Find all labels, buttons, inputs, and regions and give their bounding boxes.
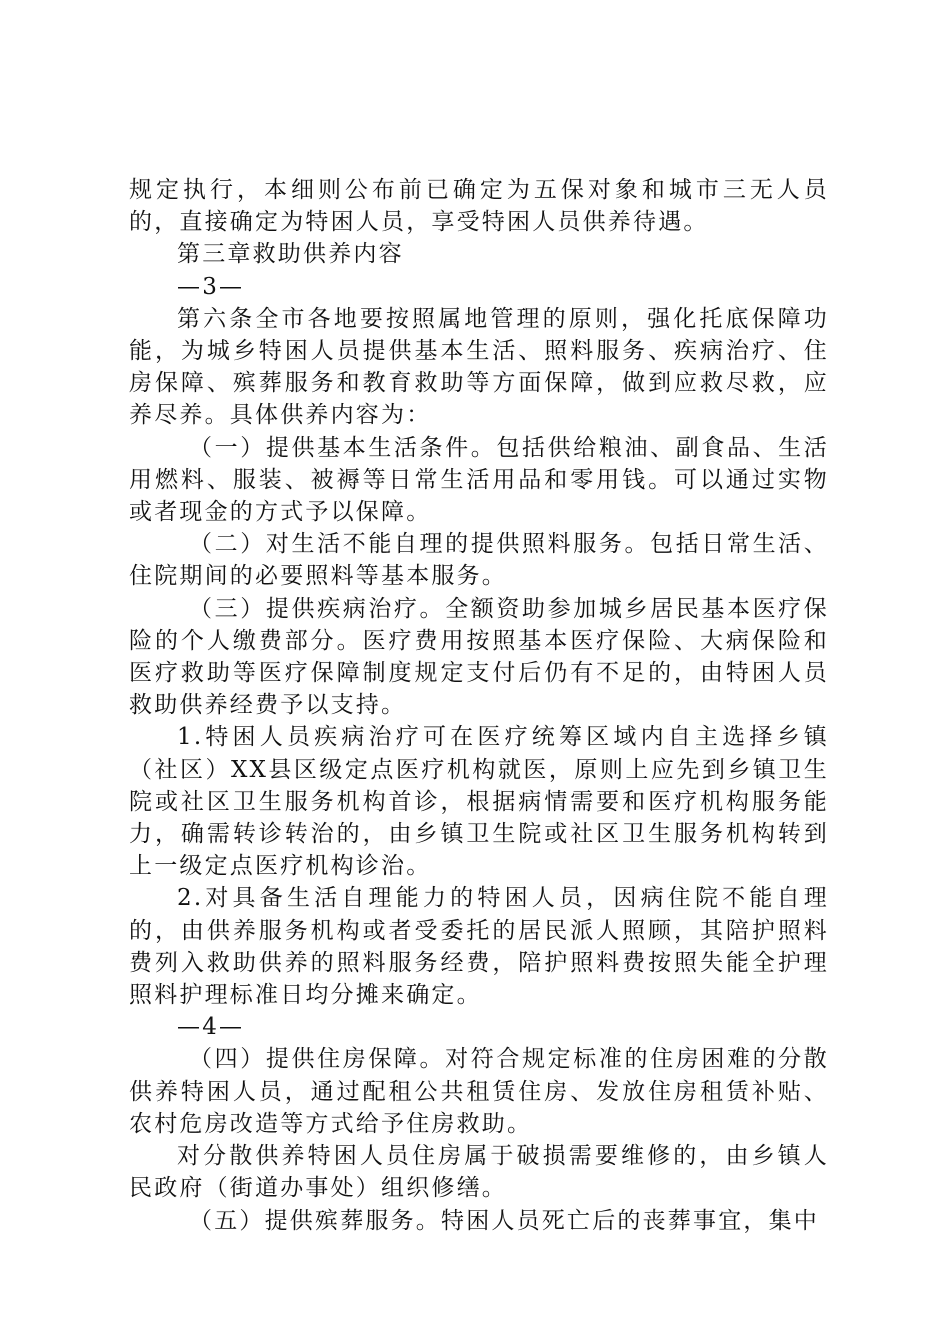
page-number-3: —3— [177,273,245,300]
item-2: （二）对生活不能自理的提供照料服务。包括日常生活、住院期间的必要照料等基本服务。 [129,531,829,590]
paragraph-continuation: 规定执行，本细则公布前已确定为五保对象和城市三无人员的，直接确定为特困人员，享受特困人员供养待遇。 [129,177,829,236]
item-3: （三）提供疾病治疗。全额资助参加城乡居民基本医疗保险的个人缴费部分。医疗费用按照基本医疗保险、大病保险和医疗救助等医疗保障制度规定支付后仍有不足的，由特困人员救助供养经费予以支持。 [129,595,829,719]
item-4: （四）提供住房保障。对符合规定标准的住房困难的分散供养特困人员，通过配租公共租赁住房、发放住房租赁补贴、农村危房改造等方式给予住房救助。 [129,1046,829,1137]
chapter-heading: 第三章救助供养内容 [177,241,404,268]
item-4-repair: 对分散供养特困人员住房属于破损需要维修的，由乡镇人民政府（街道办事处）组织修缮。 [129,1143,829,1202]
sub-item-1: 1.特困人员疾病治疗可在医疗统筹区域内自主选择乡镇（社区）XX县区级定点医疗机构就医，原则上应先到乡镇卫生院或社区卫生服务机构首诊，根据病情需要和医疗机构服务能力，确需转诊转治的，由乡镇卫生院或社区卫生服务机构转到上一级定点医疗机构诊治。 [129,724,829,880]
item-5: （五）提供殡葬服务。特困人员死亡后的丧葬事宜，集中 [189,1207,819,1234]
sub-item-2: 2.对具备生活自理能力的特困人员，因病住院不能自理的，由供养服务机构或者受委托的居民派人照顾，其陪护照料费列入救助供养的照料服务经费，陪护照料费按照失能全护理照料护理标准日均分摊来确定。 [129,885,829,1009]
article-6: 第六条全市各地要按照属地管理的原则，强化托底保障功能，为城乡特困人员提供基本生活、照料服务、疾病治疗、住房保障、殡葬服务和教育救助等方面保障，做到应救尽救，应养尽养。具体供养内容为： [129,305,829,429]
item-1: （一）提供基本生活条件。包括供给粮油、副食品、生活用燃料、服装、被褥等日常生活用品和零用钱。可以通过实物或者现金的方式予以保障。 [129,434,829,526]
page-number-4: —4— [177,1014,245,1041]
document-body [129,174,829,1237]
